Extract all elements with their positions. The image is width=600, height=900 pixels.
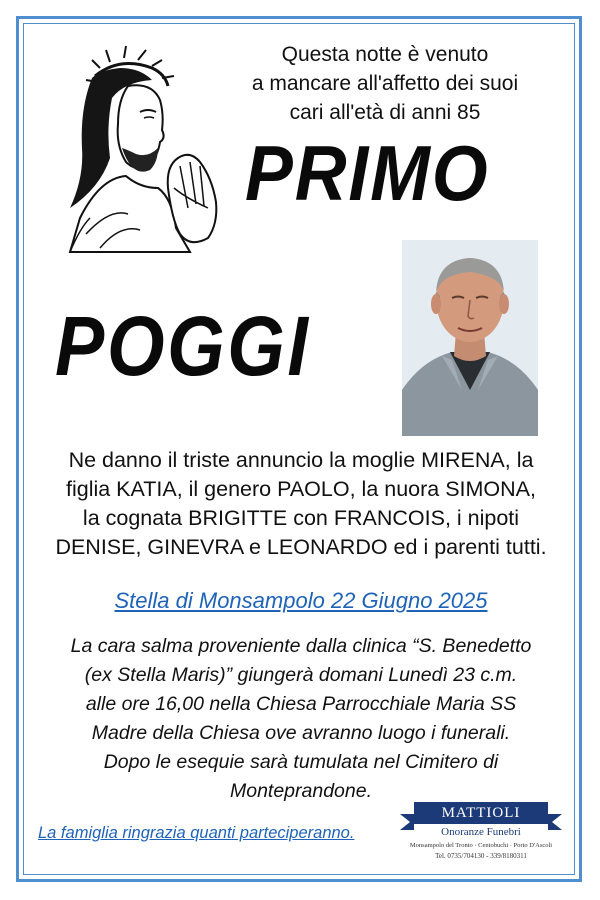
funeral-line: Monteprandone. [229,780,373,802]
portrait-photo [402,240,538,436]
funeral-home-logo [396,800,566,866]
funeral-details [30,632,572,806]
deceased-last-name: POGGI [55,299,311,393]
funeral-home-address: Monsampolo del Tronto · Centobuchi · Porto D'Ascoli [409,842,553,849]
intro-line: cari all'età di anni 85 [289,101,481,124]
funeral-line: Madre della Chiesa ove avranno luogo i funerali. [91,722,511,744]
announcement-text [30,446,572,562]
funeral-line: Dopo le esequie sarà tumulata nel Cimitero di [103,751,499,773]
intro-line: a mancare all'affetto dei suoi [251,72,519,95]
funeral-line: La cara salma proveniente dalla clinica “S. Benedetto [70,635,532,657]
family-thanks: La famiglia ringrazia quanti parteciperanno. [38,824,355,842]
intro-text [225,40,545,127]
announcement-line: figlia KATIA, il genero PAOLO, la nuora SIMONA, [65,477,536,501]
place-and-date: Stella di Monsampolo 22 Giugno 2025 [114,588,488,613]
funeral-line: alle ore 16,00 nella Chiesa Parrocchiale Maria SS [85,693,517,715]
announcement-line: DENISE, GINEVRA e LEONARDO ed i parenti tutti. [55,535,547,559]
portrait-illustration [402,240,538,436]
deceased-first-name: PRIMO [245,129,490,217]
praying-jesus-illustration [40,38,220,258]
intro-line: Questa notte è venuto [281,43,489,66]
announcement-line: Ne danno il triste annuncio la moglie MIRENA, la [68,448,534,472]
funeral-line: (ex Stella Maris)” giungerà domani Lunedì 23 c.m. [84,664,518,686]
funeral-home-subtitle: Onoranze Funebri [441,826,521,838]
announcement-line: la cognata BRIGITTE con FRANCOIS, i nipoti [82,506,520,530]
funeral-home-name: MATTIOLI [414,802,548,824]
funeral-home-phone: Tel. 0735/704130 - 339/8180311 [435,852,527,860]
